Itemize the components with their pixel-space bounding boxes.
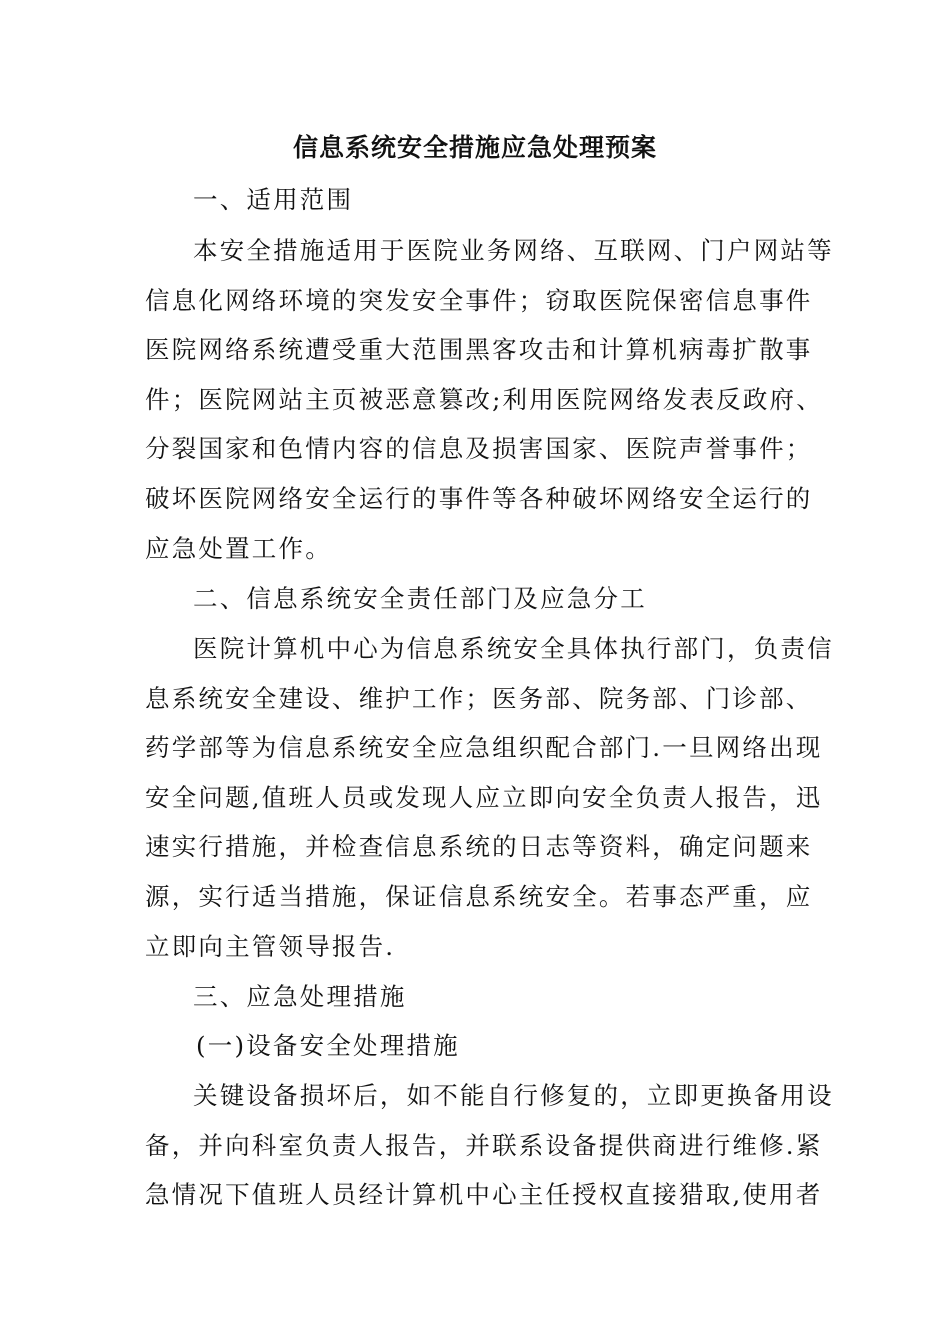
- paragraph-line: 应急处置工作。: [145, 533, 332, 563]
- section-heading-responsibility: 二、信息系统安全责任部门及应急分工: [193, 584, 647, 613]
- paragraph-line: 安全问题,值班人员或发现人应立即向安全负责人报告，迅: [145, 782, 823, 812]
- section-heading-scope: 一、适用范围: [193, 185, 354, 214]
- paragraph-line: 破坏医院网络安全运行的事件等各种破坏网络安全运行的: [145, 483, 813, 513]
- paragraph-line: 件；医院网站主页被恶意篡改;利用医院网络发表反政府、: [145, 384, 823, 414]
- document-title: 信息系统安全措施应急处理预案: [292, 133, 657, 162]
- section-responsibility-paragraph: [145, 624, 834, 971]
- paragraph-line: 药学部等为信息系统安全应急组织配合部门.一旦网络出现: [145, 733, 823, 763]
- paragraph-line: 急情况下值班人员经计算机中心主任授权直接猎取,使用者: [145, 1180, 823, 1210]
- paragraph-line: 备，并向科室负责人报告，并联系设备提供商进行维修.紧: [145, 1130, 823, 1160]
- paragraph-line: 医院网络系统遭受重大范围黑客攻击和计算机病毒扩散事: [145, 335, 813, 365]
- paragraph-line: 分裂国家和色情内容的信息及损害国家、医院声誉事件；: [145, 434, 813, 464]
- paragraph-line: 本安全措施适用于医院业务网络、互联网、门户网站等: [193, 236, 834, 265]
- paragraph-line: 立即向主管领导报告.: [145, 931, 396, 961]
- paragraph-line: 信息化网络环境的突发安全事件；窃取医院保密信息事件: [145, 285, 813, 315]
- paragraph-line: 医院计算机中心为信息系统安全具体执行部门，负责信: [193, 634, 834, 663]
- section-equipment-paragraph: [145, 1071, 834, 1220]
- paragraph-line: 速实行措施，并检查信息系统的日志等资料，确定问题来: [145, 832, 813, 862]
- section-scope-paragraph: [145, 226, 834, 573]
- paragraph-line: 关键设备损坏后，如不能自行修复的，立即更换备用设: [193, 1081, 834, 1110]
- section-heading-emergency-measures: 三、应急处理措施: [193, 982, 407, 1011]
- paragraph-line: 息系统安全建设、维护工作；医务部、院务部、门诊部、: [145, 683, 813, 713]
- subsection-heading-equipment: (一)设备安全处理措施: [196, 1031, 460, 1060]
- paragraph-line: 源，实行适当措施，保证信息系统安全。若事态严重，应: [145, 881, 813, 911]
